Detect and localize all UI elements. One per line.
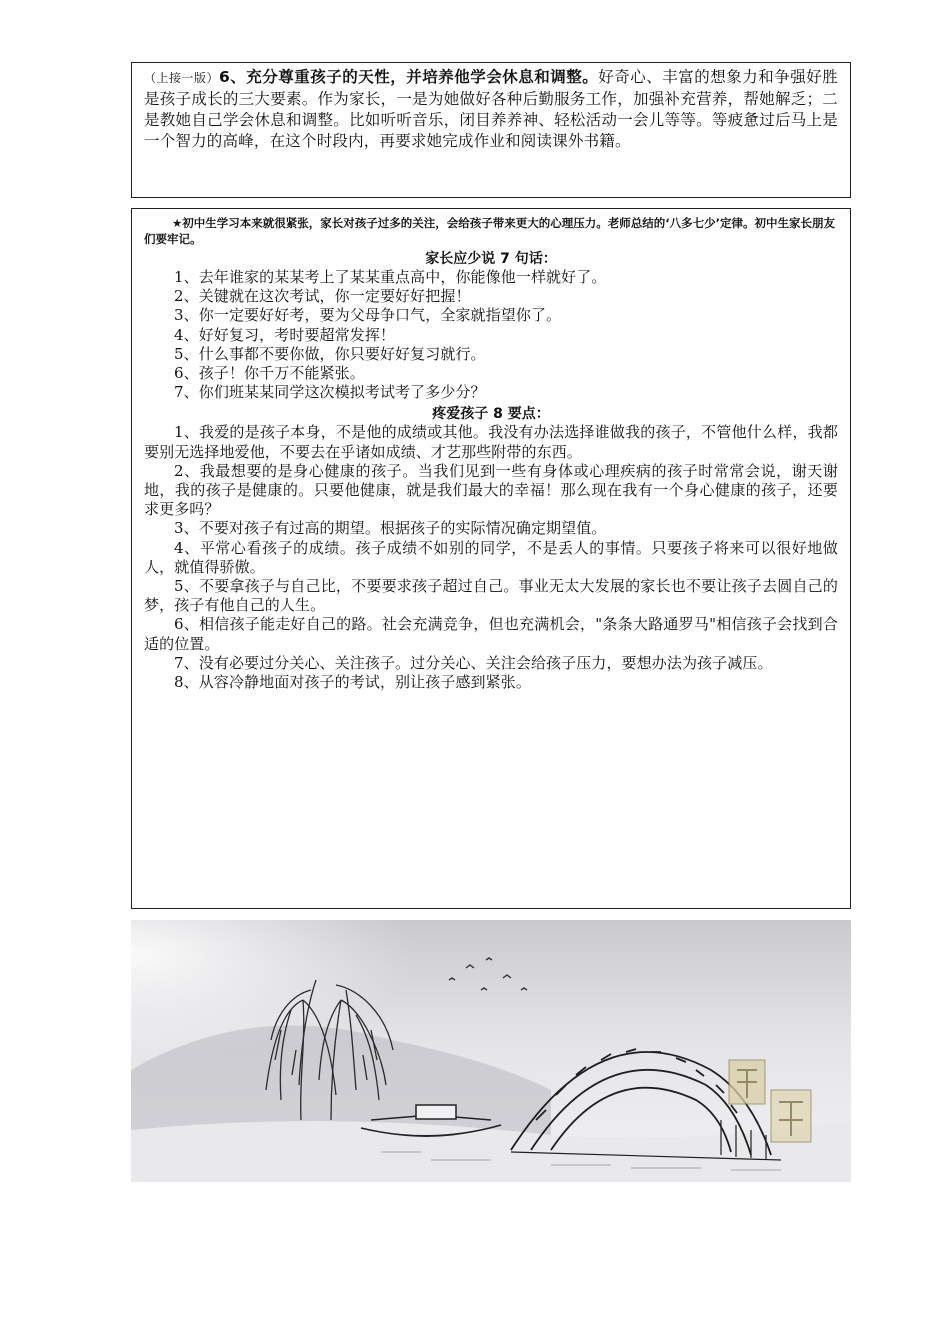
list-eight-points xyxy=(144,423,838,692)
list-item: 8、从容冷静地面对孩子的考试，别让孩子感到紧张。 xyxy=(174,673,531,692)
tip-body: 好奇心、丰富的想象力和争强好胜是孩子成长的三大要素。作为家长，一是为她做好各种后勤服务工作，加强补充营养，帮她解乏；二是教她自己学会休息和调整。比如听听音乐，闭目养养神、轻松活动一会儿等等。等疲惫过后马上是一个智力的高峰，在这个时段内，再要求她完成作业和阅读课外书籍。 xyxy=(144,68,838,150)
heading-seven-sentences: 家长应少说 7 句话： xyxy=(425,251,557,267)
continued-prefix: （上接一版） xyxy=(144,71,219,85)
heading-eight-points: 疼爱孩子 8 要点： xyxy=(432,406,550,423)
list-item: 7、你们班某某同学这次模拟考试考了多少分？ xyxy=(174,383,486,402)
list-item: 2、关键就在这次考试，你一定要好好把握！ xyxy=(174,287,471,306)
list-seven-sentences xyxy=(144,268,838,402)
list-item: 4、好好复习，考时要超常发挥！ xyxy=(174,325,396,344)
tip-title: 6、充分尊重孩子的天性，并培养他学会休息和调整。 xyxy=(219,68,599,86)
ink-landscape-illustration xyxy=(131,920,851,1182)
list-item: 6、相信孩子能走好自己的路。社会充满竞争，但也充满机会，"条条大路通罗马"相信孩子会找到合适的位置。 xyxy=(144,615,838,653)
list-item: 7、没有必要过分关心、关注孩子。过分关心、关注会给孩子压力，要想办法为孩子减压。 xyxy=(174,653,773,672)
list-item: 6、孩子！你千万不能紧张。 xyxy=(174,364,365,383)
list-item: 5、什么事都不要你做，你只要好好复习就行。 xyxy=(174,344,486,363)
list-item: 2、我最想要的是身心健康的孩子。当我们见到一些有身体或心理疾病的孩子时常常会说，谢天谢地，我的孩子是健康的。只要他健康，就是我们最大的幸福！那么现在我有一个身心健康的孩子，还要求更多吗？ xyxy=(144,461,838,519)
list-item: 1、去年谁家的某某考上了某某重点高中，你能像他一样就好了。 xyxy=(174,268,607,286)
list-item: 1、我爱的是孩子本身，不是他的成绩或其他。我没有办法选择谁做我的孩子，不管他什么样，我都要别无选择地爱他，不要去在乎诸如成绩、才艺那些附带的东西。 xyxy=(144,423,838,461)
intro-note: ★初中生学习本来就很紧张，家长对孩子过多的关注，会给孩子带来更大的心理压力。老师总结的‘八多七少’定律。初中生家长朋友们要牢记。 xyxy=(144,216,836,246)
continued-article-box xyxy=(131,62,851,198)
parents-tips-box xyxy=(131,208,851,909)
list-item: 5、不要拿孩子与自己比，不要要求孩子超过自己。事业无太大发展的家长也不要让孩子去圆自己的梦，孩子有他自己的人生。 xyxy=(144,577,838,615)
list-item: 3、你一定要好好考，要为父母争口气，全家就指望你了。 xyxy=(174,306,562,325)
list-item: 4、平常心看孩子的成绩。孩子成绩不如别的同学，不是丢人的事情。只要孩子将来可以很好地做人，就值得骄傲。 xyxy=(144,538,838,576)
continued-paragraph xyxy=(144,67,838,152)
list-item: 3、不要对孩子有过高的期望。根据孩子的实际情况确定期望值。 xyxy=(174,519,607,538)
